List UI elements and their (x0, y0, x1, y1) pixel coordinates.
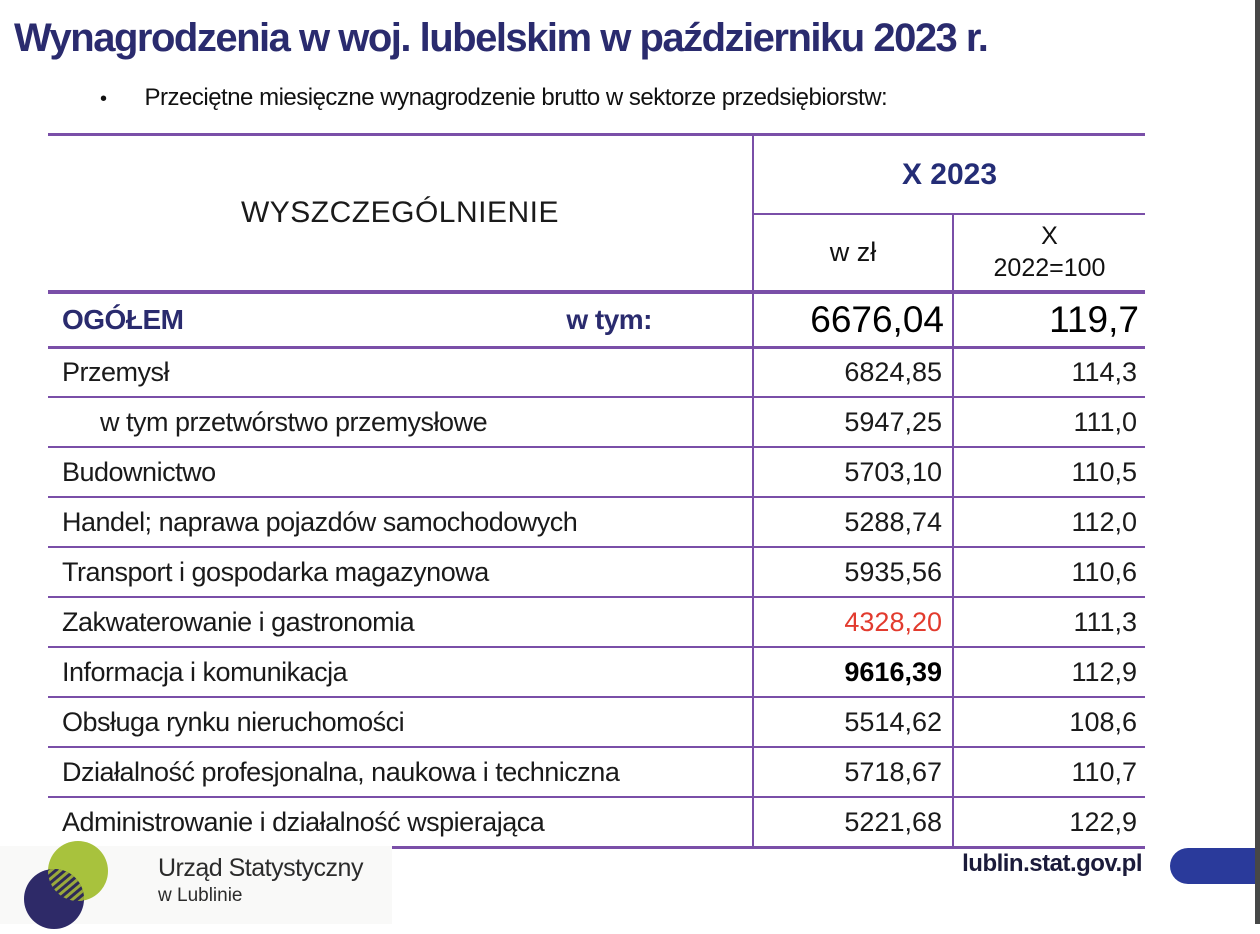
row-index: 108,6 (952, 698, 1145, 746)
row-amount: 5221,68 (752, 798, 952, 846)
row-label (48, 294, 752, 346)
table-row (48, 646, 1145, 696)
wages-table (48, 133, 1145, 849)
org-city: w Lublinie (158, 885, 243, 906)
row-amount: 5514,62 (752, 698, 952, 746)
row-amount: 5718,67 (752, 748, 952, 796)
row-index: 111,0 (952, 398, 1145, 446)
total-amount: 6676,04 (752, 294, 952, 346)
website-text: lublin.stat.gov.pl (962, 850, 1142, 877)
row-label: Transport i gospodarka magazynowa (62, 556, 489, 587)
footer-blue-bar (1170, 848, 1255, 884)
statistical-office-logo-block (0, 846, 392, 924)
row-amount: 5935,56 (752, 548, 952, 596)
row-amount: 5947,25 (752, 398, 952, 446)
row-label: Administrowanie i działalność wspierająca (62, 806, 545, 837)
row-amount-highlight-red: 4328,20 (752, 598, 952, 646)
row-index: 110,6 (952, 548, 1145, 596)
row-index: 112,9 (952, 648, 1145, 696)
index-header-line1: X (1041, 222, 1058, 251)
row-index: 111,3 (952, 598, 1145, 646)
row-label: Handel; naprawa pojazdów samochodowych (62, 506, 578, 537)
column-header-specification: WYSZCZEGÓLNIENIE (240, 196, 560, 229)
statistical-office-logo-icon (8, 838, 158, 934)
row-index: 110,7 (952, 748, 1145, 796)
row-index: 114,3 (952, 349, 1145, 396)
row-label: Działalność profesjonalna, naukowa i techniczna (62, 756, 620, 787)
row-label: Zakwaterowanie i gastronomia (62, 606, 415, 637)
total-index: 119,7 (952, 294, 1145, 346)
table-row-total (48, 290, 1145, 346)
row-index: 110,5 (952, 448, 1145, 496)
table-row (48, 446, 1145, 496)
table-row (48, 396, 1145, 446)
table-header (48, 136, 1145, 290)
row-amount-highlight-bold: 9616,39 (752, 648, 952, 696)
row-label: Informacja i komunikacja (62, 656, 348, 687)
row-amount: 5703,10 (752, 448, 952, 496)
table-row (48, 696, 1145, 746)
total-label: OGÓŁEM (62, 304, 184, 335)
bullet-icon: • (100, 88, 107, 110)
row-label: Obsługa rynku nieruchomości (62, 706, 405, 737)
index-header-line2: 2022=100 (993, 253, 1106, 282)
row-amount: 5288,74 (752, 498, 952, 546)
row-label: Budownictwo (62, 456, 216, 487)
row-label: w tym przetwórstwo przemysłowe (100, 406, 488, 437)
subtitle-text: Przeciętne miesięczne wynagrodzenie brutto w sektorze przedsiębiorstw: (144, 84, 888, 111)
row-index: 122,9 (952, 798, 1145, 846)
page-title: Wynagrodzenia w woj. lubelskim w październiku 2023 r. (14, 16, 988, 60)
column-header-index (952, 215, 1145, 290)
row-index: 112,0 (952, 498, 1145, 546)
column-header-period: X 2023 (752, 136, 1145, 213)
subtitle-bullet-line (100, 84, 1150, 114)
table-row (48, 546, 1145, 596)
column-header-amount: w zł (752, 215, 952, 290)
row-amount: 6824,85 (752, 349, 952, 396)
table-row (48, 496, 1145, 546)
total-sublabel: w tym: (566, 304, 652, 335)
right-edge-strip (1255, 0, 1260, 924)
row-label: Przemysł (62, 357, 170, 387)
table-row (48, 346, 1145, 396)
org-name: Urząd Statystyczny (158, 854, 363, 882)
table-row (48, 796, 1145, 846)
table-row (48, 596, 1145, 646)
table-row (48, 746, 1145, 796)
